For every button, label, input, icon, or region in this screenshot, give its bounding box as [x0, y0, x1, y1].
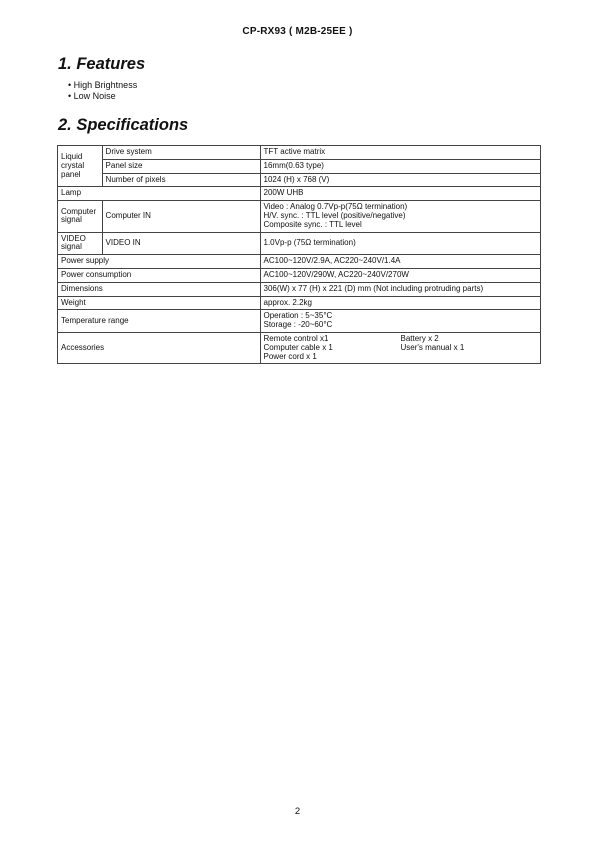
table-row — [58, 173, 541, 187]
document-header: CP-RX93 ( M2B-25EE ) — [242, 26, 353, 37]
row-label: Weight — [58, 296, 261, 310]
row-label: Dimensions — [58, 282, 261, 296]
feature-item: • High Brightness — [68, 80, 137, 91]
row-sublabel: Computer IN — [102, 201, 260, 232]
row-value — [260, 332, 541, 363]
row-sublabel: Drive system — [102, 146, 260, 160]
accessories-grid — [264, 335, 539, 361]
row-value — [260, 201, 541, 232]
page-number: 2 — [294, 806, 301, 817]
row-value: AC100~120V/2.9A, AC220~240V/1.4A — [260, 255, 541, 269]
row-label: Accessories — [58, 332, 261, 363]
accessory-item: User's manual x 1 — [400, 342, 465, 352]
row-label: VIDEO signal — [58, 232, 103, 255]
row-label: Power supply — [58, 255, 261, 269]
table-row — [58, 332, 541, 363]
value-line: H/V. sync. : TTL level (positive/negative) — [263, 210, 406, 220]
row-value: 16mm(0.63 type) — [260, 159, 541, 173]
table-row — [58, 268, 541, 282]
value-line: Operation : 5~35°C — [263, 311, 333, 321]
row-sublabel: Number of pixels — [102, 173, 260, 187]
accessory-item: Remote control x1 — [263, 333, 329, 343]
value-line: Composite sync. : TTL level — [263, 219, 362, 229]
accessory-item: Battery x 2 — [400, 333, 439, 343]
row-value: 1024 (H) x 768 (V) — [260, 173, 541, 187]
table-row — [58, 282, 541, 296]
accessory-item: Computer cable x 1 — [263, 342, 333, 352]
row-label: Power consumption — [58, 268, 261, 282]
table-row — [58, 296, 541, 310]
row-label: Temperature range — [58, 310, 261, 333]
accessory-item: Power cord x 1 — [263, 351, 317, 361]
features-list — [68, 80, 137, 101]
table-row — [58, 310, 541, 333]
table-row — [58, 255, 541, 269]
row-value: 306(W) x 77 (H) x 221 (D) mm (Not including protruding parts) — [260, 282, 541, 296]
row-value — [260, 310, 541, 333]
specifications-heading: 2. Specifications — [58, 116, 189, 134]
table-row — [58, 187, 541, 201]
row-value: 200W UHB — [260, 187, 541, 201]
value-line: Storage : -20~60°C — [263, 320, 333, 330]
table-row — [58, 232, 541, 255]
feature-item: • Low Noise — [68, 91, 137, 102]
row-sublabel: VIDEO IN — [102, 232, 260, 255]
row-value: TFT active matrix — [260, 146, 541, 160]
specifications-table — [57, 145, 541, 364]
row-value: approx. 2.2kg — [260, 296, 541, 310]
value-line: Video : Analog 0.7Vp-p(75Ω termination) — [263, 202, 408, 212]
row-value: 1.0Vp-p (75Ω termination) — [260, 232, 541, 255]
row-label: Computer signal — [58, 201, 103, 232]
features-heading: 1. Features — [58, 55, 146, 73]
table-row — [58, 201, 541, 232]
table-row — [58, 159, 541, 173]
row-value: AC100~120V/290W, AC220~240V/270W — [260, 268, 541, 282]
row-sublabel: Panel size — [102, 159, 260, 173]
table-row — [58, 146, 541, 160]
row-label: Lamp — [58, 187, 261, 201]
row-label: Liquid crystal panel — [58, 146, 103, 187]
